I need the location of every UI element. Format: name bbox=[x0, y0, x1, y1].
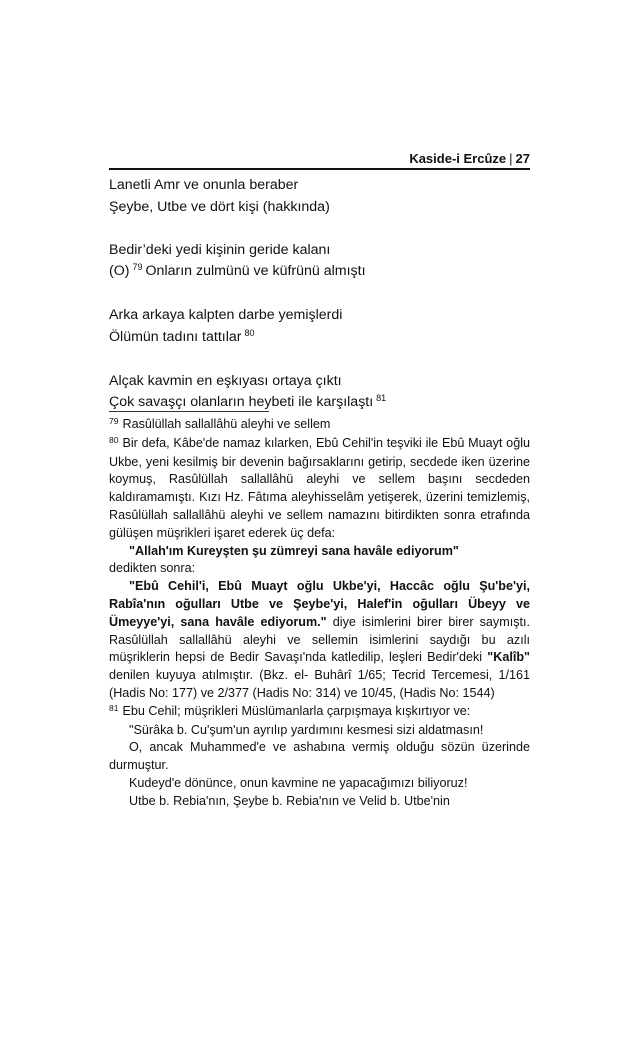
page-number: 27 bbox=[515, 151, 530, 166]
verse-line bbox=[109, 261, 530, 284]
verse-text: Çok savaşçı olanların heybeti ile karşılaştı bbox=[109, 394, 374, 410]
footnote-text: Bir defa, Kâbe'de namaz kılarken, Ebû Cehil'in teşviki ile Ebû Muayt oğlu Ukbe, yeni kesilmiş bir devenin bağırsaklarını getirip, secdede iken üzerine koymuş, Rasûlüllah sallallâhü aleyhi ve sellem başını secdeden kaldıramamıştı. Kızı Hz. Fâtıma aleyhisselâm yetişerek, üzerini temizlemiş, Rasûlüllah sallallâhü aleyhi ve sellem namazını bitirdikten sonra etrafında gülüşen müşrikleri işaret ederek üç defa: bbox=[109, 435, 530, 540]
verse-block bbox=[109, 175, 530, 415]
footnote-text: Ebu Cehil; müşrikleri Müslümanlarla çarpışmaya kışkırtıyor ve: bbox=[122, 703, 471, 718]
bold-term: "Kalîb" bbox=[487, 650, 531, 665]
footnote-ref-79: 79 bbox=[132, 262, 143, 272]
footnote-81-paragraph: Kudeyd'e dönünce, onun kavmine ne yapacağımızı biliyoruz! bbox=[129, 775, 468, 790]
verse-prefix: (O) bbox=[109, 263, 130, 279]
footnote-number: 80 bbox=[109, 434, 119, 445]
stanza bbox=[109, 371, 530, 415]
verse-text: Ölümün tadını tattılar bbox=[109, 328, 242, 345]
header-rule bbox=[109, 168, 530, 170]
verse-line: Bedir’deki yedi kişinin geride kalanı bbox=[109, 241, 331, 258]
stanza bbox=[109, 305, 530, 349]
footnote-text: diye isimlerini birer birer saymıştı. Rasûlüllah sallallâhü aleyhi ve sellemin isimlerini saydığı bu azılı müşriklerin hepsi de Bedir Savaşı'nda katledilip, leşleri Bedir'deki bbox=[109, 614, 531, 665]
stanza bbox=[109, 175, 530, 218]
bold-quote: "Allah'ım Kureyşten şu zümreyi sana havâle ediyorum" bbox=[129, 543, 459, 558]
footnote-79 bbox=[109, 416, 530, 435]
verse-text: Onların zulmünü ve küfrünü almıştı bbox=[145, 263, 366, 279]
header-separator: | bbox=[509, 151, 513, 166]
footnote-text: dedikten sonra: bbox=[109, 561, 196, 576]
verse-line: Alçak kavmin en eşkıyası ortaya çıktı bbox=[109, 372, 342, 389]
footnote-81 bbox=[109, 703, 530, 722]
bold-quote: "Ebû Cehil'i, Ebû Muayt oğlu Ukbe'yi, Haccâc oğlu Şu'be'yi, Rabîa'nın oğulları Utbe ve Şeybe'yi, Halef'in oğulları Übeyy ve Ümeyye'yi, sana havâle ediyorum." bbox=[109, 579, 530, 629]
footnote-81-paragraph: "Sürâka b. Cu'şum'un ayrılıp yardımını kesmesi sizi aldatmasın! bbox=[129, 722, 484, 737]
header-title: Kaside-i Ercûze bbox=[409, 151, 507, 166]
footnote-80-continuation bbox=[109, 560, 530, 578]
verse-line bbox=[109, 327, 530, 350]
footnote-80 bbox=[109, 435, 530, 543]
footnote-ref-81: 81 bbox=[376, 393, 387, 403]
footnote-81-paragraph: Utbe b. Rebia'nın, Şeybe b. Rebia'nın ve Velid b. Utbe'nin bbox=[129, 793, 450, 808]
running-header bbox=[109, 151, 530, 169]
footnote-rule bbox=[109, 411, 269, 412]
verse-line: Lanetli Amr ve onunla beraber bbox=[109, 177, 299, 193]
verse-line: Arka arkaya kalpten darbe yemişlerdi bbox=[109, 307, 343, 323]
footnotes bbox=[109, 416, 530, 811]
footnote-ref-80: 80 bbox=[244, 327, 255, 338]
footnote-number: 79 bbox=[109, 416, 119, 426]
footnote-80-names bbox=[109, 578, 530, 703]
verse-line: Şeybe, Utbe ve dört kişi (hakkında) bbox=[109, 198, 330, 215]
footnote-81-paragraph: O, ancak Muhammed'e ve ashabına vermiş olduğu sözün üzerinde durmuştur. bbox=[109, 740, 530, 773]
footnote-80-quote bbox=[109, 543, 530, 561]
footnote-number: 81 bbox=[109, 702, 119, 713]
footnote-text: denilen kuyuya atılmıştır. (Bkz. el- Buhârî 1/65; Tecrid Tercemesi, 1/161 (Hadis No: 177) ve 2/377 (Hadis No: 314) ve 10/45, (Hadis No: 1544) bbox=[109, 668, 530, 700]
footnote-text: Rasûlüllah sallallâhü aleyhi ve sellem bbox=[122, 417, 331, 431]
stanza bbox=[109, 240, 530, 284]
